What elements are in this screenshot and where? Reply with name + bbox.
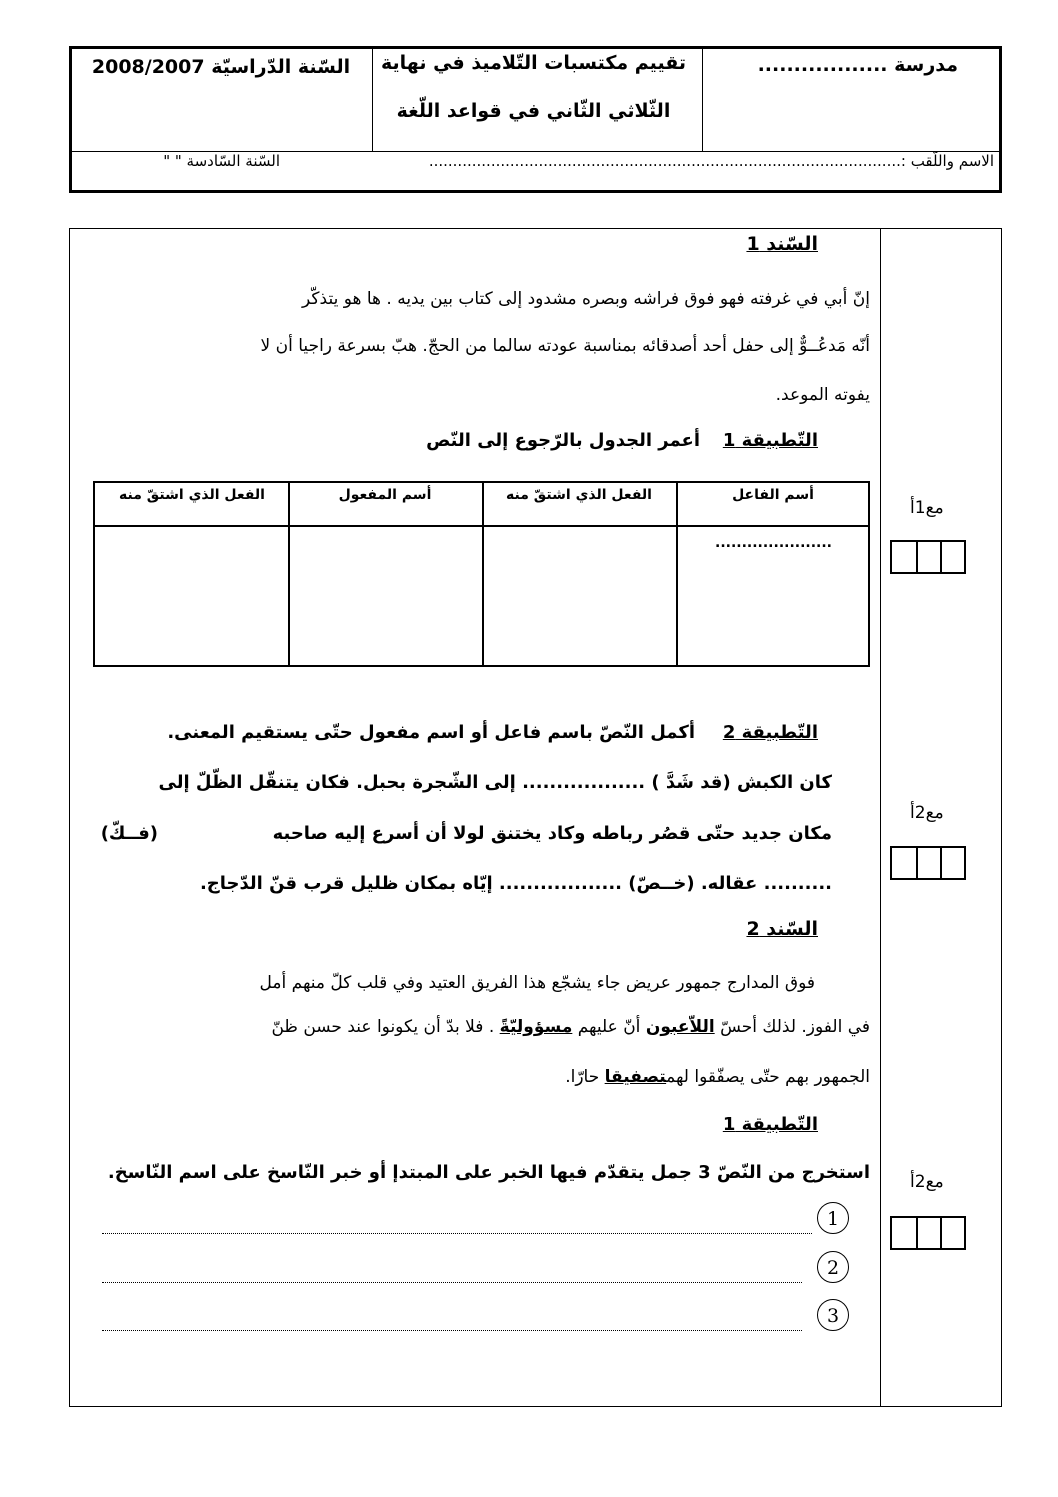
answer-number-circle: 2: [817, 1251, 849, 1283]
section2-task-instruction: استخرج من النّصّ 3 جمل يتقدّم فيها الخبر على المبتدإ أو خبر النّاسخ على اسم النّاسخ.: [107, 1162, 870, 1183]
table-header-cell: الفعل الذي اشتقّ منه: [119, 487, 265, 503]
task2-line2-hint: (فــكّ): [100, 823, 158, 844]
underlined-word: مسؤوليّةً: [499, 1017, 573, 1037]
task2-label: التّطبيقة 2: [722, 722, 818, 743]
score-column-divider: [880, 229, 881, 1406]
answer-table: [93, 481, 870, 667]
passage2-line1: فوق المدارج جمهور عريض جاء يشجّع هذا الفريق العتيد وفي قلب كلّ منهم أمل: [259, 973, 815, 993]
table-header-cell: أسم الفاعل: [732, 487, 814, 503]
task2-line3: .......... عقاله. (خــصّ) .................. إيّاه بمكان ظليل قرب قنّ الدّجاج.: [199, 873, 832, 894]
underlined-word: تصفيقا: [604, 1067, 667, 1087]
table-header-cell: الفعل الذي اشتقّ منه: [506, 487, 652, 503]
table-example-dots[interactable]: ......................: [715, 535, 833, 551]
score-label: مع1أ: [910, 498, 944, 518]
score-box[interactable]: [890, 1216, 966, 1250]
table-column-divider: [676, 483, 678, 665]
answer-line[interactable]: [102, 1282, 802, 1283]
school-label: مدرسة ..................: [757, 54, 958, 76]
school-year: السّنة الدّراسيّة 2008/2007: [91, 56, 351, 78]
answer-line[interactable]: [102, 1233, 812, 1234]
exam-title-line1: تقييم مكتسبات التّلاميذ في نهاية: [380, 52, 687, 74]
answer-number-circle: 1: [817, 1202, 849, 1234]
task2-instruction: أكمل النّصّ باسم فاعل أو اسم مفعول حتّى يستقيم المعنى.: [167, 722, 695, 743]
section2-task-label: التّطبيقة 1: [722, 1114, 818, 1135]
header-divider: [702, 49, 703, 152]
header-divider: [372, 49, 373, 152]
exam-title-line2: الثّلاثي الثّاني في قواعد اللّغة: [396, 100, 671, 122]
table-column-divider: [482, 483, 484, 665]
score-box[interactable]: [890, 540, 966, 574]
task2-line2: مكان جديد حتّى قصُر رباطه وكاد يختنق لولا أن أسرع إليه صاحبه: [272, 823, 832, 844]
task1-instruction: أعمر الجدول بالرّجوع إلى النّص: [426, 430, 700, 451]
score-box[interactable]: [890, 846, 966, 880]
passage1-line2: أنّه مَدعُــوٌّ إلى حفل أحد أصدقائه بمناسبة عودته سالما من الحجّ. هبّ بسرعة راجيا أن لا: [260, 336, 870, 356]
section2-title: السّند 2: [746, 918, 818, 940]
table-column-divider: [288, 483, 290, 665]
passage1-line1: إنّ أبي في غرفته فهو فوق فراشه وبصره مشدود إلى كتاب بين يديه . ها هو يتذكّر: [302, 289, 870, 309]
task1-label: التّطبيقة 1: [722, 430, 818, 451]
grade-label: السّنة السّادسة " ": [163, 152, 280, 170]
answer-line[interactable]: [102, 1330, 802, 1331]
underlined-word: اللاّعبون: [645, 1017, 715, 1037]
score-label: مع2أ: [910, 1172, 944, 1192]
passage2-line2: في الفوز. لذلك أحسّ اللاّعبون أنّ عليهم مسؤوليّةً . فلا بدّ أن يكونوا عند حسن ظنّ: [271, 1017, 870, 1037]
answer-number-circle: 3: [817, 1299, 849, 1331]
student-name-field[interactable]: الاسم واللّقب :...................................................................................................: [428, 152, 994, 170]
table-header-cell: أسم المفعول: [338, 487, 432, 503]
section1-title: السّند 1: [746, 233, 818, 255]
table-header-divider: [95, 525, 868, 527]
passage1-line3: يفوته الموعد.: [775, 385, 870, 405]
score-label: مع2أ: [910, 803, 944, 823]
passage2-line3: الجمهور بهم حتّى يصفّقوا لهمتصفيقا حارّا.: [565, 1067, 870, 1087]
task2-line1: كان الكبش (قد شَدَّ ) .................. إلى الشّجرة بحبل. فكان يتنقّل الظّلّ إلى: [158, 772, 832, 793]
